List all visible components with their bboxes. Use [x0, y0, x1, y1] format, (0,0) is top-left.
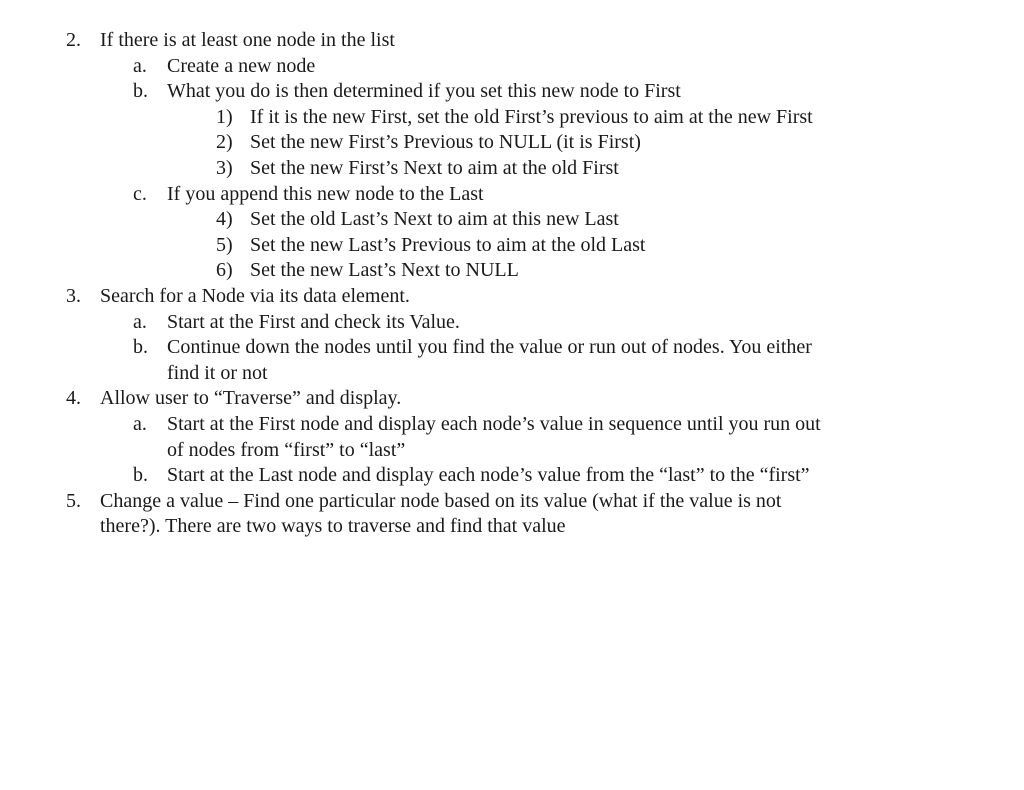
- list-item-text: Start at the First node and display each node’s value in sequence until you run out: [167, 412, 821, 435]
- list-item-text: If there is at least one node in the list: [100, 29, 395, 51]
- list-marker: c.: [133, 182, 147, 205]
- list-item: [0, 54, 1024, 80]
- list-item: [0, 258, 1024, 284]
- list-marker: 5.: [66, 489, 81, 512]
- list-item-text: there?). There are two ways to traverse and find that value: [100, 515, 566, 538]
- list-item: [0, 463, 1024, 489]
- list-item-text: Continue down the nodes until you find the value or run out of nodes. You either: [167, 336, 812, 359]
- document-page: [0, 28, 1024, 540]
- list-item: [0, 105, 1024, 131]
- list-marker: 2): [216, 131, 233, 154]
- list-item-continuation: [0, 361, 1024, 387]
- list-item-text: Change a value – Find one particular node based on its value (what if the value is not: [100, 489, 782, 512]
- list-item-text: Allow user to “Traverse” and display.: [100, 387, 402, 410]
- list-item: [0, 412, 1024, 438]
- list-marker: b.: [133, 80, 148, 103]
- list-marker: 4): [216, 208, 233, 231]
- list-item-continuation: [0, 438, 1024, 464]
- list-marker: a.: [133, 412, 147, 435]
- list-marker: 3.: [66, 284, 81, 307]
- list-item: [0, 386, 1024, 412]
- list-item: [0, 182, 1024, 208]
- list-item-text: Set the old Last’s Next to aim at this new Last: [250, 208, 619, 231]
- list-item-text: What you do is then determined if you set this new node to First: [167, 80, 681, 103]
- list-item: [0, 79, 1024, 105]
- list-item-text: Start at the First and check its Value.: [167, 310, 460, 333]
- list-item-text: If it is the new First, set the old First’s previous to aim at the new First: [250, 105, 813, 128]
- list-item-text: Create a new node: [167, 54, 316, 77]
- list-marker: a.: [133, 310, 147, 333]
- list-item: [0, 156, 1024, 182]
- list-marker: 4.: [66, 387, 81, 410]
- list-item: [0, 207, 1024, 233]
- list-marker: b.: [133, 464, 148, 487]
- list-item: [0, 233, 1024, 259]
- list-item-text: Set the new Last’s Previous to aim at the old Last: [250, 233, 646, 256]
- list-item: [0, 130, 1024, 156]
- list-item-text: of nodes from “first” to “last”: [167, 438, 406, 461]
- list-item-text: Set the new First’s Previous to NULL (it is First): [250, 131, 641, 154]
- list-item-text: Search for a Node via its data element.: [100, 284, 410, 307]
- list-item-text: If you append this new node to the Last: [167, 182, 484, 205]
- list-item-text: Set the new First’s Next to aim at the old First: [250, 156, 619, 179]
- list-item: [0, 310, 1024, 336]
- list-marker: 2.: [66, 29, 81, 51]
- list-marker: b.: [133, 336, 148, 359]
- list-marker: 6): [216, 259, 233, 282]
- list-item-text: Start at the Last node and display each node’s value from the “last” to the “first”: [167, 464, 810, 487]
- list-item: [0, 284, 1024, 310]
- list-item-continuation: [0, 514, 1024, 540]
- list-item: [0, 335, 1024, 361]
- list-item: [0, 489, 1024, 515]
- list-marker: 5): [216, 233, 233, 256]
- list-item-text: find it or not: [167, 361, 268, 384]
- list-marker: 1): [216, 105, 233, 128]
- list-marker: 3): [216, 156, 233, 179]
- list-item: [0, 28, 1024, 54]
- list-item-text: Set the new Last’s Next to NULL: [250, 259, 519, 282]
- list-marker: a.: [133, 54, 147, 77]
